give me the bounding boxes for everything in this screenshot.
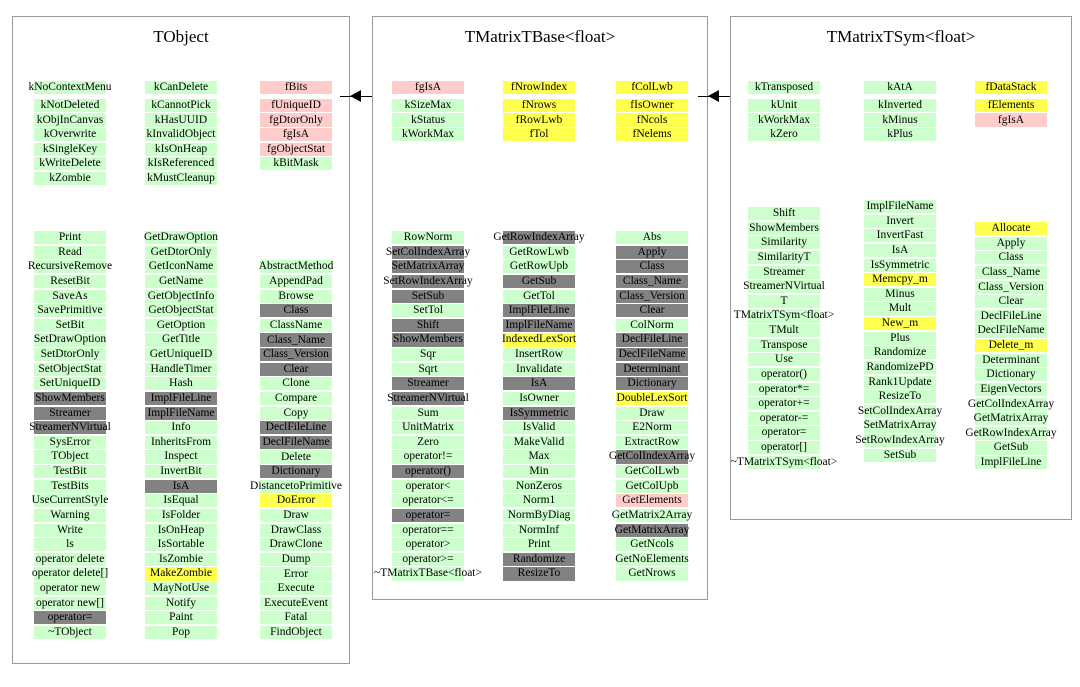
- tobject-members-col1: [28, 81, 112, 187]
- method-item[interactable]: AbstractMethod: [258, 260, 334, 273]
- method-item[interactable]: operator new: [34, 582, 106, 595]
- method-item[interactable]: SaveAs: [34, 290, 106, 303]
- method-item[interactable]: RandomizePD: [864, 361, 936, 374]
- method-item[interactable]: Determinant: [616, 363, 688, 376]
- member-item[interactable]: fNrowIndex: [503, 81, 575, 94]
- method-item[interactable]: SetDrawOption: [33, 333, 107, 346]
- method-item[interactable]: GetNcols: [616, 538, 688, 551]
- method-item[interactable]: ResetBit: [34, 275, 106, 288]
- method-item[interactable]: ShowMembers: [393, 333, 463, 346]
- tmatrixtsym-methods-col1: [730, 207, 838, 470]
- member-item[interactable]: kWorkMax: [748, 113, 820, 126]
- method-item[interactable]: Compare: [260, 392, 332, 405]
- member-item[interactable]: fDataStack: [975, 81, 1047, 94]
- member-item[interactable]: fgIsA: [260, 128, 332, 141]
- member-item[interactable]: kBitMask: [260, 157, 332, 170]
- member-item[interactable]: fNrows: [503, 99, 575, 112]
- inheritance-arrow-tmatrixtbase-to-tobject: [340, 90, 372, 103]
- method-item[interactable]: IsValid: [503, 421, 575, 434]
- member-item[interactable]: kSizeMax: [392, 99, 464, 112]
- class-title-tmatrixtbase[interactable]: TMatrixTBase<float>: [464, 27, 616, 46]
- method-item[interactable]: Invert: [864, 215, 936, 228]
- method-item[interactable]: ls: [34, 538, 106, 551]
- method-item[interactable]: ColNorm: [616, 319, 688, 332]
- method-item[interactable]: DoubleLexSort: [616, 391, 688, 404]
- method-item[interactable]: Use: [748, 353, 820, 366]
- method-item[interactable]: NormInf: [503, 524, 575, 537]
- method-item[interactable]: DeclFileName: [616, 348, 688, 361]
- method-item[interactable]: GetDrawOption: [143, 231, 219, 244]
- member-item[interactable]: fgIsA: [392, 81, 464, 94]
- member-item[interactable]: kIsReferenced: [145, 157, 217, 170]
- arrow-head-left-icon: [350, 90, 361, 102]
- tmatrixtbase-members-col2: [503, 81, 575, 143]
- method-item[interactable]: Error: [260, 567, 332, 580]
- method-item[interactable]: operator[]: [748, 441, 820, 454]
- tmatrixtbase-methods-col3: [608, 231, 696, 582]
- tmatrixtsym-members-col2: [864, 81, 936, 143]
- member-item[interactable]: fgIsA: [975, 113, 1047, 126]
- arrow-head-left-icon: [708, 90, 719, 102]
- method-item[interactable]: ExtractRow: [616, 436, 688, 449]
- method-item[interactable]: RecursiveRemove: [27, 260, 113, 273]
- method-item[interactable]: Read: [34, 246, 106, 259]
- tmatrixtsym-methods-col3: [965, 222, 1057, 471]
- method-item[interactable]: DrawClone: [260, 538, 332, 551]
- method-item[interactable]: SetObjectStat: [34, 363, 106, 376]
- method-item[interactable]: IsSymmetric: [864, 259, 936, 272]
- method-item[interactable]: Mult: [864, 302, 936, 315]
- method-item[interactable]: Draw: [616, 407, 688, 420]
- method-item[interactable]: E2Norm: [616, 421, 688, 434]
- method-item[interactable]: Class: [260, 304, 332, 317]
- method-item[interactable]: Determinant: [975, 354, 1047, 367]
- method-item[interactable]: Apply: [616, 246, 688, 259]
- method-item[interactable]: Class_Name: [616, 275, 688, 288]
- method-item[interactable]: Draw: [260, 509, 332, 522]
- method-item[interactable]: InvertFast: [864, 229, 936, 242]
- method-item[interactable]: GetName: [145, 275, 217, 288]
- method-item[interactable]: Class_Version: [975, 281, 1047, 294]
- method-item[interactable]: Norm1: [503, 494, 575, 507]
- method-item[interactable]: StreamerNVirtual: [743, 280, 825, 293]
- method-item[interactable]: New_m: [864, 317, 936, 330]
- method-item[interactable]: Similarity: [748, 236, 820, 249]
- method-item[interactable]: Randomize: [864, 346, 936, 359]
- method-item[interactable]: Browse: [260, 290, 332, 303]
- method-item[interactable]: DeclFileLine: [616, 333, 688, 346]
- method-item[interactable]: operator<=: [392, 494, 464, 507]
- method-item[interactable]: Shift: [748, 207, 820, 220]
- method-item[interactable]: GetMatrixArray: [973, 412, 1049, 425]
- method-item[interactable]: SetMatrixArray: [863, 419, 937, 432]
- method-item[interactable]: Class: [616, 260, 688, 273]
- method-item[interactable]: SetDtorOnly: [34, 348, 106, 361]
- class-title-tobject[interactable]: TObject: [153, 27, 209, 46]
- method-item[interactable]: Allocate: [975, 222, 1047, 235]
- method-item[interactable]: Clear: [975, 295, 1047, 308]
- member-item[interactable]: kUnit: [748, 99, 820, 112]
- method-item[interactable]: ShowMembers: [35, 391, 105, 404]
- method-item[interactable]: Dump: [260, 553, 332, 566]
- method-item[interactable]: SetRowIndexArray: [383, 274, 473, 287]
- method-item[interactable]: Plus: [864, 332, 936, 345]
- member-item[interactable]: kHasUUID: [145, 113, 217, 126]
- method-item[interactable]: Streamer: [748, 266, 820, 279]
- member-item[interactable]: kInverted: [864, 99, 936, 112]
- method-item[interactable]: operator<: [392, 480, 464, 493]
- method-item[interactable]: ExecuteEvent: [260, 597, 332, 610]
- member-item[interactable]: kAtA: [864, 81, 936, 94]
- tmatrixtsym-methods-col2: [855, 200, 945, 463]
- method-item[interactable]: ResizeTo: [864, 390, 936, 403]
- method-item[interactable]: SetSub: [864, 449, 936, 462]
- method-item[interactable]: ResizeTo: [503, 567, 575, 580]
- member-item[interactable]: kIsOnHeap: [145, 143, 217, 156]
- method-item[interactable]: DoError: [260, 494, 332, 507]
- method-item[interactable]: SysError: [34, 436, 106, 449]
- method-item[interactable]: GetIconName: [145, 260, 217, 273]
- method-item[interactable]: ShowMembers: [749, 221, 819, 234]
- tmatrixtbase-members-col1: [392, 81, 464, 143]
- method-item[interactable]: operator new[]: [35, 596, 104, 609]
- method-item[interactable]: GetMatrix2Array: [611, 508, 693, 521]
- method-item[interactable]: GetElements: [616, 494, 688, 507]
- method-item[interactable]: GetColUpb: [616, 480, 688, 493]
- method-item[interactable]: Dictionary: [616, 377, 688, 390]
- method-item[interactable]: EigenVectors: [975, 383, 1047, 396]
- method-item[interactable]: Delete_m: [975, 339, 1047, 352]
- method-item[interactable]: GetTol: [503, 290, 575, 303]
- member-item[interactable]: fRowLwb: [503, 113, 575, 126]
- method-item[interactable]: StreamerNVirtual: [29, 421, 111, 434]
- method-item[interactable]: Sum: [392, 407, 464, 420]
- method-item[interactable]: IsA: [145, 480, 217, 493]
- method-item[interactable]: Sqr: [392, 348, 464, 361]
- method-item[interactable]: operator==: [392, 524, 464, 537]
- class-box-tmatrixtsym: [730, 16, 1072, 520]
- member-item[interactable]: kInvalidObject: [146, 128, 216, 141]
- method-item[interactable]: GetNrows: [616, 567, 688, 580]
- method-item[interactable]: RowNorm: [392, 231, 464, 244]
- method-item[interactable]: operator=: [34, 611, 106, 624]
- method-item[interactable]: MakeZombie: [145, 567, 217, 580]
- method-item[interactable]: HandleTimer: [145, 363, 217, 376]
- method-item[interactable]: FindObject: [260, 626, 332, 639]
- member-item[interactable]: fElements: [975, 99, 1047, 112]
- method-item[interactable]: IsEqual: [145, 494, 217, 507]
- method-item[interactable]: Sqrt: [392, 363, 464, 376]
- method-item[interactable]: SetRowIndexArray: [855, 434, 945, 447]
- method-item[interactable]: MayNotUse: [145, 582, 217, 595]
- method-item[interactable]: operator delete: [35, 552, 105, 565]
- member-item[interactable]: fBits: [260, 81, 332, 94]
- method-item[interactable]: ~TMatrixTSym<float>: [730, 455, 838, 468]
- method-item[interactable]: Clear: [616, 304, 688, 317]
- member-item[interactable]: fNcols: [616, 113, 688, 126]
- method-item[interactable]: GetMatrixArray: [614, 523, 690, 536]
- method-item[interactable]: Clone: [260, 377, 332, 390]
- method-item[interactable]: GetOption: [145, 319, 217, 332]
- method-item[interactable]: InheritsFrom: [145, 436, 217, 449]
- method-item[interactable]: Hash: [145, 377, 217, 390]
- method-item[interactable]: Randomize: [503, 553, 575, 566]
- method-item[interactable]: NormByDiag: [503, 509, 575, 522]
- method-item[interactable]: IsSymmetric: [503, 407, 575, 420]
- method-item[interactable]: ImplFileLine: [145, 392, 217, 405]
- method-item[interactable]: Delete: [260, 450, 332, 463]
- member-item[interactable]: fTol: [503, 128, 575, 141]
- method-item[interactable]: operator-=: [748, 412, 820, 425]
- method-item[interactable]: SetColIndexArray: [857, 404, 943, 417]
- method-item[interactable]: operator(): [748, 368, 820, 381]
- member-item[interactable]: kZero: [748, 128, 820, 141]
- member-item[interactable]: kStatus: [392, 113, 464, 126]
- tmatrixtsym-members-col3: [975, 81, 1047, 128]
- method-item[interactable]: DistancetoPrimitive: [250, 479, 342, 492]
- method-item[interactable]: AppendPad: [260, 275, 332, 288]
- method-item[interactable]: Apply: [975, 237, 1047, 250]
- class-box-tmatrixtbase: [372, 16, 708, 600]
- method-item[interactable]: TestBit: [34, 465, 106, 478]
- method-item[interactable]: Minus: [864, 288, 936, 301]
- method-item[interactable]: MakeValid: [503, 436, 575, 449]
- member-item[interactable]: kOverwrite: [34, 128, 106, 141]
- method-item[interactable]: Pop: [145, 626, 217, 639]
- method-item[interactable]: Copy: [260, 407, 332, 420]
- method-item[interactable]: IsA: [503, 377, 575, 390]
- member-item[interactable]: fColLwb: [616, 81, 688, 94]
- method-item[interactable]: IsFolder: [145, 509, 217, 522]
- method-item[interactable]: Print: [34, 231, 106, 244]
- tmatrixtbase-members-col3: [616, 81, 688, 143]
- method-item[interactable]: GetObjectStat: [145, 304, 217, 317]
- tmatrixtbase-methods-col1: [374, 231, 482, 582]
- method-item[interactable]: Write: [34, 524, 106, 537]
- method-item[interactable]: GetRowUpb: [503, 260, 575, 273]
- method-item[interactable]: Memcpy_m: [864, 273, 936, 286]
- method-item[interactable]: Info: [145, 421, 217, 434]
- tmatrixtbase-methods-col2: [493, 231, 585, 582]
- method-item[interactable]: Execute: [260, 582, 332, 595]
- method-item[interactable]: GetNoElements: [615, 552, 689, 565]
- method-item[interactable]: GetSub: [503, 275, 575, 288]
- method-item[interactable]: operator+=: [748, 397, 820, 410]
- method-item[interactable]: Class_Name: [260, 333, 332, 346]
- method-item[interactable]: operator*=: [748, 383, 820, 396]
- method-item[interactable]: Dictionary: [975, 368, 1047, 381]
- method-item[interactable]: ImplFileLine: [503, 304, 575, 317]
- method-item[interactable]: DeclFileLine: [260, 421, 332, 434]
- method-item[interactable]: Invalidate: [503, 363, 575, 376]
- member-item[interactable]: kObjInCanvas: [34, 113, 106, 126]
- method-item[interactable]: ImplFileName: [503, 319, 575, 332]
- method-item[interactable]: Class_Version: [260, 348, 332, 361]
- method-item[interactable]: Zero: [392, 436, 464, 449]
- method-item[interactable]: IsSortable: [145, 538, 217, 551]
- member-item[interactable]: kTransposed: [748, 81, 820, 94]
- tmatrixtsym-members-col1: [748, 81, 820, 143]
- method-item[interactable]: SetBit: [34, 319, 106, 332]
- method-item[interactable]: operator>: [392, 538, 464, 551]
- method-item[interactable]: DrawClass: [260, 524, 332, 537]
- method-item[interactable]: ImplFileName: [145, 407, 217, 420]
- method-item[interactable]: Dictionary: [260, 465, 332, 478]
- method-item[interactable]: GetColLwb: [616, 465, 688, 478]
- method-item[interactable]: Streamer: [34, 407, 106, 420]
- method-item[interactable]: Fatal: [260, 611, 332, 624]
- method-item[interactable]: GetTitle: [145, 333, 217, 346]
- tobject-methods-col3: [250, 260, 342, 640]
- member-item[interactable]: fNelems: [616, 128, 688, 141]
- method-item[interactable]: Abs: [616, 231, 688, 244]
- method-item[interactable]: TObject: [34, 450, 106, 463]
- method-item[interactable]: GetRowIndexArray: [493, 231, 585, 244]
- method-item[interactable]: Warning: [34, 509, 106, 522]
- method-item[interactable]: GetUniqueID: [145, 348, 217, 361]
- method-item[interactable]: Inspect: [145, 450, 217, 463]
- method-item[interactable]: Print: [503, 538, 575, 551]
- member-item[interactable]: kNoContextMenu: [28, 81, 112, 94]
- method-item[interactable]: operator=: [392, 509, 464, 522]
- member-item[interactable]: kCannotPick: [145, 99, 217, 112]
- method-item[interactable]: ClassName: [260, 319, 332, 332]
- member-item[interactable]: kCanDelete: [145, 81, 217, 94]
- method-item[interactable]: SetMatrixArray: [391, 260, 465, 273]
- member-item[interactable]: kPlus: [864, 128, 936, 141]
- method-item[interactable]: Rank1Update: [864, 376, 936, 389]
- method-item[interactable]: T: [748, 295, 820, 308]
- method-item[interactable]: ImplFileLine: [975, 456, 1047, 469]
- method-item[interactable]: TMatrixTSym<float>: [733, 309, 835, 322]
- method-item[interactable]: GetDtorOnly: [145, 246, 217, 259]
- method-item[interactable]: GetRowLwb: [503, 246, 575, 259]
- method-item[interactable]: GetSub: [975, 441, 1047, 454]
- method-item[interactable]: GetColIndexArray: [967, 397, 1055, 410]
- member-item[interactable]: kWriteDelete: [34, 157, 106, 170]
- method-item[interactable]: operator=: [748, 426, 820, 439]
- method-item[interactable]: SetSub: [392, 290, 464, 303]
- member-item[interactable]: fUniqueID: [260, 99, 332, 112]
- member-item[interactable]: kWorkMax: [392, 128, 464, 141]
- member-item[interactable]: kMinus: [864, 113, 936, 126]
- method-item[interactable]: Min: [503, 465, 575, 478]
- method-item[interactable]: ~TMatrixTBase<float>: [374, 567, 482, 580]
- class-title-tmatrixtsym[interactable]: TMatrixTSym<float>: [826, 27, 976, 46]
- method-item[interactable]: SetUniqueID: [34, 377, 106, 390]
- method-item[interactable]: TestBits: [34, 480, 106, 493]
- method-item[interactable]: ImplFileName: [864, 200, 936, 213]
- tobject-methods-col2: [145, 231, 217, 641]
- method-item[interactable]: UseCurrentStyle: [31, 494, 109, 507]
- method-item[interactable]: IsOnHeap: [145, 524, 217, 537]
- method-item[interactable]: Paint: [145, 611, 217, 624]
- method-item[interactable]: Shift: [392, 319, 464, 332]
- method-item[interactable]: InvertBit: [145, 465, 217, 478]
- inheritance-arrow-tmatrixtsym-to-tmatrixtbase: [698, 90, 730, 103]
- member-item[interactable]: fIsOwner: [616, 99, 688, 112]
- method-item[interactable]: operator(): [392, 465, 464, 478]
- method-item[interactable]: ~TObject: [34, 626, 106, 639]
- method-item[interactable]: UnitMatrix: [392, 421, 464, 434]
- tobject-members-col2: [145, 81, 217, 187]
- method-item[interactable]: InsertRow: [503, 348, 575, 361]
- method-item[interactable]: StreamerNVirtual: [387, 391, 469, 404]
- method-item[interactable]: Class_Version: [616, 290, 688, 303]
- method-item[interactable]: Class_Name: [975, 266, 1047, 279]
- method-item[interactable]: DeclFileName: [260, 436, 332, 449]
- member-item[interactable]: fgDtorOnly: [260, 113, 332, 126]
- member-item[interactable]: kZombie: [34, 172, 106, 185]
- method-item[interactable]: SimilarityT: [748, 251, 820, 264]
- tobject-methods-col1: [27, 231, 113, 641]
- tobject-members-col3: [260, 81, 332, 172]
- method-item[interactable]: operator delete[]: [31, 567, 109, 580]
- member-item[interactable]: fgObjectStat: [260, 143, 332, 156]
- method-item[interactable]: SetColIndexArray: [385, 245, 471, 258]
- method-item[interactable]: operator>=: [392, 553, 464, 566]
- method-item[interactable]: IsOwner: [503, 392, 575, 405]
- method-item[interactable]: IsA: [864, 244, 936, 257]
- method-item[interactable]: DeclFileName: [975, 324, 1047, 337]
- method-item[interactable]: Max: [503, 450, 575, 463]
- member-item[interactable]: kSingleKey: [34, 143, 106, 156]
- method-item[interactable]: Streamer: [392, 377, 464, 390]
- method-item[interactable]: GetRowIndexArray: [965, 426, 1057, 439]
- class-box-tobject: [12, 16, 350, 664]
- method-item[interactable]: Class: [975, 251, 1047, 264]
- method-item[interactable]: IndexedLexSort: [501, 333, 577, 346]
- method-item[interactable]: NonZeros: [503, 480, 575, 493]
- method-item[interactable]: GetColIndexArray: [608, 450, 696, 463]
- method-item[interactable]: SetTol: [392, 304, 464, 317]
- method-item[interactable]: operator!=: [392, 450, 464, 463]
- method-item[interactable]: Transpose: [748, 339, 820, 352]
- method-item[interactable]: Clear: [260, 363, 332, 376]
- method-item[interactable]: GetObjectInfo: [145, 290, 217, 303]
- member-item[interactable]: kNotDeleted: [34, 99, 106, 112]
- member-item[interactable]: kMustCleanup: [145, 172, 217, 185]
- method-item[interactable]: IsZombie: [145, 553, 217, 566]
- method-item[interactable]: DeclFileLine: [975, 310, 1047, 323]
- method-item[interactable]: SavePrimitive: [34, 304, 106, 317]
- method-item[interactable]: Notify: [145, 597, 217, 610]
- method-item[interactable]: TMult: [748, 324, 820, 337]
